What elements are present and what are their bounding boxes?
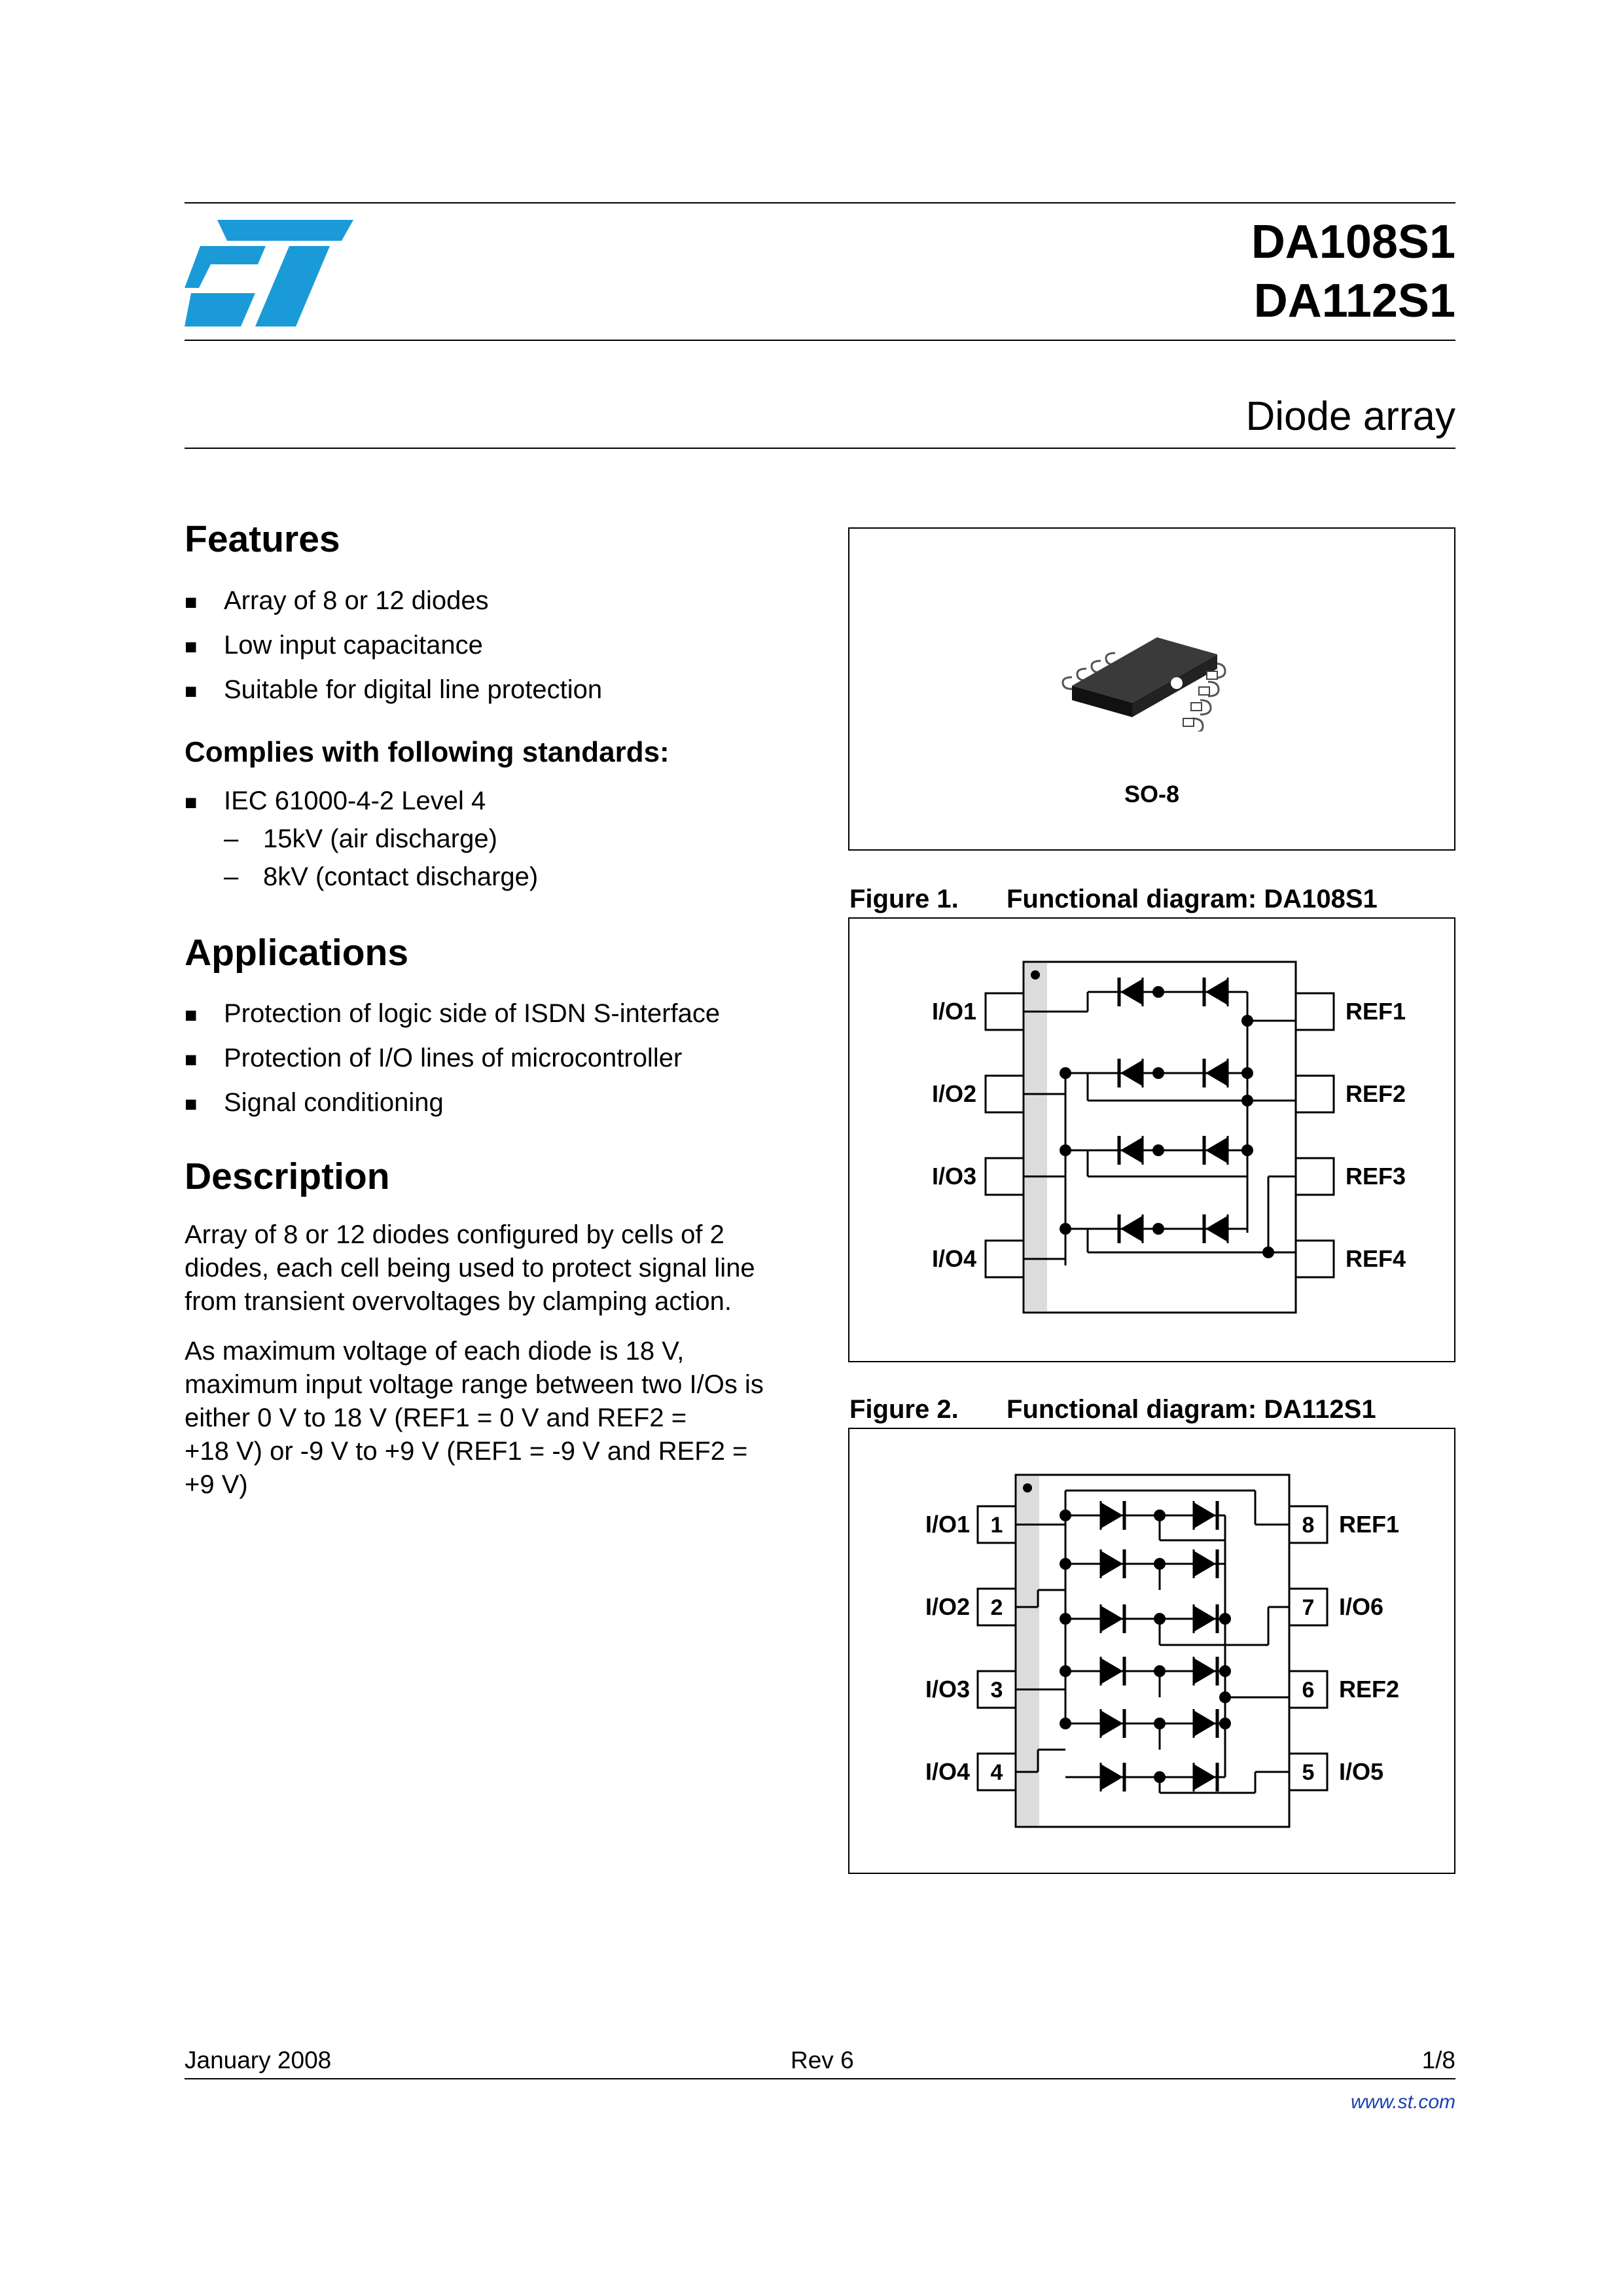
fig1-pin-ref4: REF4 (1346, 1245, 1406, 1272)
fig2-pin-io5: I/O5 (1339, 1758, 1384, 1785)
footer-page-number: 1/8 (1421, 2047, 1455, 2074)
fig2-pinnum-4: 4 (990, 1760, 1003, 1785)
fig2-pin-ref1: REF1 (1339, 1511, 1400, 1538)
figure1-number: Figure 1. (849, 885, 959, 913)
standards-heading: Complies with following standards: (185, 736, 669, 768)
standard-item: IEC 61000-4-2 Level 4 (224, 786, 486, 815)
package-box (848, 527, 1455, 851)
feature-item: Suitable for digital line protection (224, 675, 603, 704)
footer-revision: Rev 6 (791, 2047, 854, 2074)
footer-rule (185, 2078, 1455, 2079)
bullet-icon: ■ (185, 679, 198, 703)
feature-item: Low input capacitance (224, 631, 483, 660)
fig1-pin-ref3: REF3 (1346, 1163, 1406, 1190)
footer-website-link[interactable]: www.st.com (1350, 2091, 1455, 2113)
fig2-pinnum-3: 3 (990, 1678, 1003, 1703)
figure2-number: Figure 2. (849, 1395, 959, 1424)
bullet-icon: ■ (185, 1092, 198, 1116)
bullet-icon: ■ (185, 590, 198, 614)
fig2-pin-io3: I/O3 (925, 1676, 970, 1703)
so8-package-image (1046, 607, 1268, 732)
figure2-title: Functional diagram: DA112S1 (1007, 1395, 1376, 1424)
features-heading: Features (185, 518, 340, 560)
description-paragraph-1: Array of 8 or 12 diodes configured by cells of 2 diodes, each cell being used to protect signal line from transient overvoltages by clamping action. (185, 1220, 755, 1316)
header-bottom-rule (185, 448, 1455, 449)
figure1-box (848, 917, 1455, 1362)
fig2-pin-io2: I/O2 (925, 1593, 970, 1620)
fig2-pinnum-1: 1 (990, 1513, 1003, 1538)
fig2-pin-ref2: REF2 (1339, 1676, 1400, 1703)
feature-item: Array of 8 or 12 diodes (224, 586, 489, 615)
part-number-1: DA108S1 (1251, 216, 1455, 268)
dash-icon: – (224, 824, 239, 853)
fig2-pin-io6: I/O6 (1339, 1593, 1384, 1620)
applications-heading: Applications (185, 932, 409, 974)
logo-text: ST (185, 220, 186, 221)
figure1-diagram (849, 919, 1454, 1361)
part-number-2: DA112S1 (1253, 275, 1455, 327)
standard-subitem: 8kV (contact discharge) (263, 862, 539, 891)
application-item: Signal conditioning (224, 1088, 444, 1117)
fig1-pin-ref1: REF1 (1346, 998, 1406, 1025)
fig1-pin-io4: I/O4 (931, 1245, 976, 1272)
figure2-diagram (849, 1429, 1454, 1873)
fig2-pin-io1: I/O1 (925, 1511, 970, 1538)
footer-date: January 2008 (185, 2047, 332, 2074)
description-paragraph-2: As maximum voltage of each diode is 18 V, maximum input voltage range between two I/Os is either 0 V to 18 V (REF1 = 0 V and REF2 = +18 V) or -9 V to +9 V (REF1 = -9 V and REF2 = +9 V) (185, 1337, 764, 1499)
fig2-pinnum-6: 6 (1302, 1678, 1315, 1703)
figure2-caption (849, 1395, 1376, 1424)
fig1-pin-ref2: REF2 (1346, 1080, 1406, 1107)
figure1-caption (849, 885, 1378, 913)
standard-subitem: 15kV (air discharge) (263, 824, 497, 853)
fig1-pin-io2: I/O2 (931, 1080, 976, 1107)
fig2-pinnum-8: 8 (1302, 1513, 1315, 1538)
application-item: Protection of logic side of ISDN S-interface (224, 999, 721, 1028)
figure2-box (848, 1428, 1455, 1874)
bullet-icon: ■ (185, 635, 198, 658)
fig2-pin-io4: I/O4 (925, 1758, 970, 1785)
fig2-pinnum-5: 5 (1302, 1760, 1315, 1785)
bullet-icon: ■ (185, 1048, 198, 1071)
fig2-pinnum-7: 7 (1302, 1595, 1315, 1620)
fig1-pin-io3: I/O3 (931, 1163, 976, 1190)
header-mid-rule (185, 340, 1455, 341)
package-label: SO-8 (1124, 781, 1180, 807)
fig2-pinnum-2: 2 (990, 1595, 1003, 1620)
description-heading: Description (185, 1156, 390, 1197)
fig1-pin-io1: I/O1 (931, 998, 976, 1025)
product-title: Diode array (1245, 394, 1455, 439)
application-item: Protection of I/O lines of microcontroller (224, 1044, 683, 1072)
st-logo (185, 220, 353, 327)
header-top-rule (185, 202, 1455, 203)
dash-icon: – (224, 862, 239, 891)
bullet-icon: ■ (185, 790, 198, 814)
bullet-icon: ■ (185, 1003, 198, 1027)
figure1-title: Functional diagram: DA108S1 (1007, 885, 1378, 913)
